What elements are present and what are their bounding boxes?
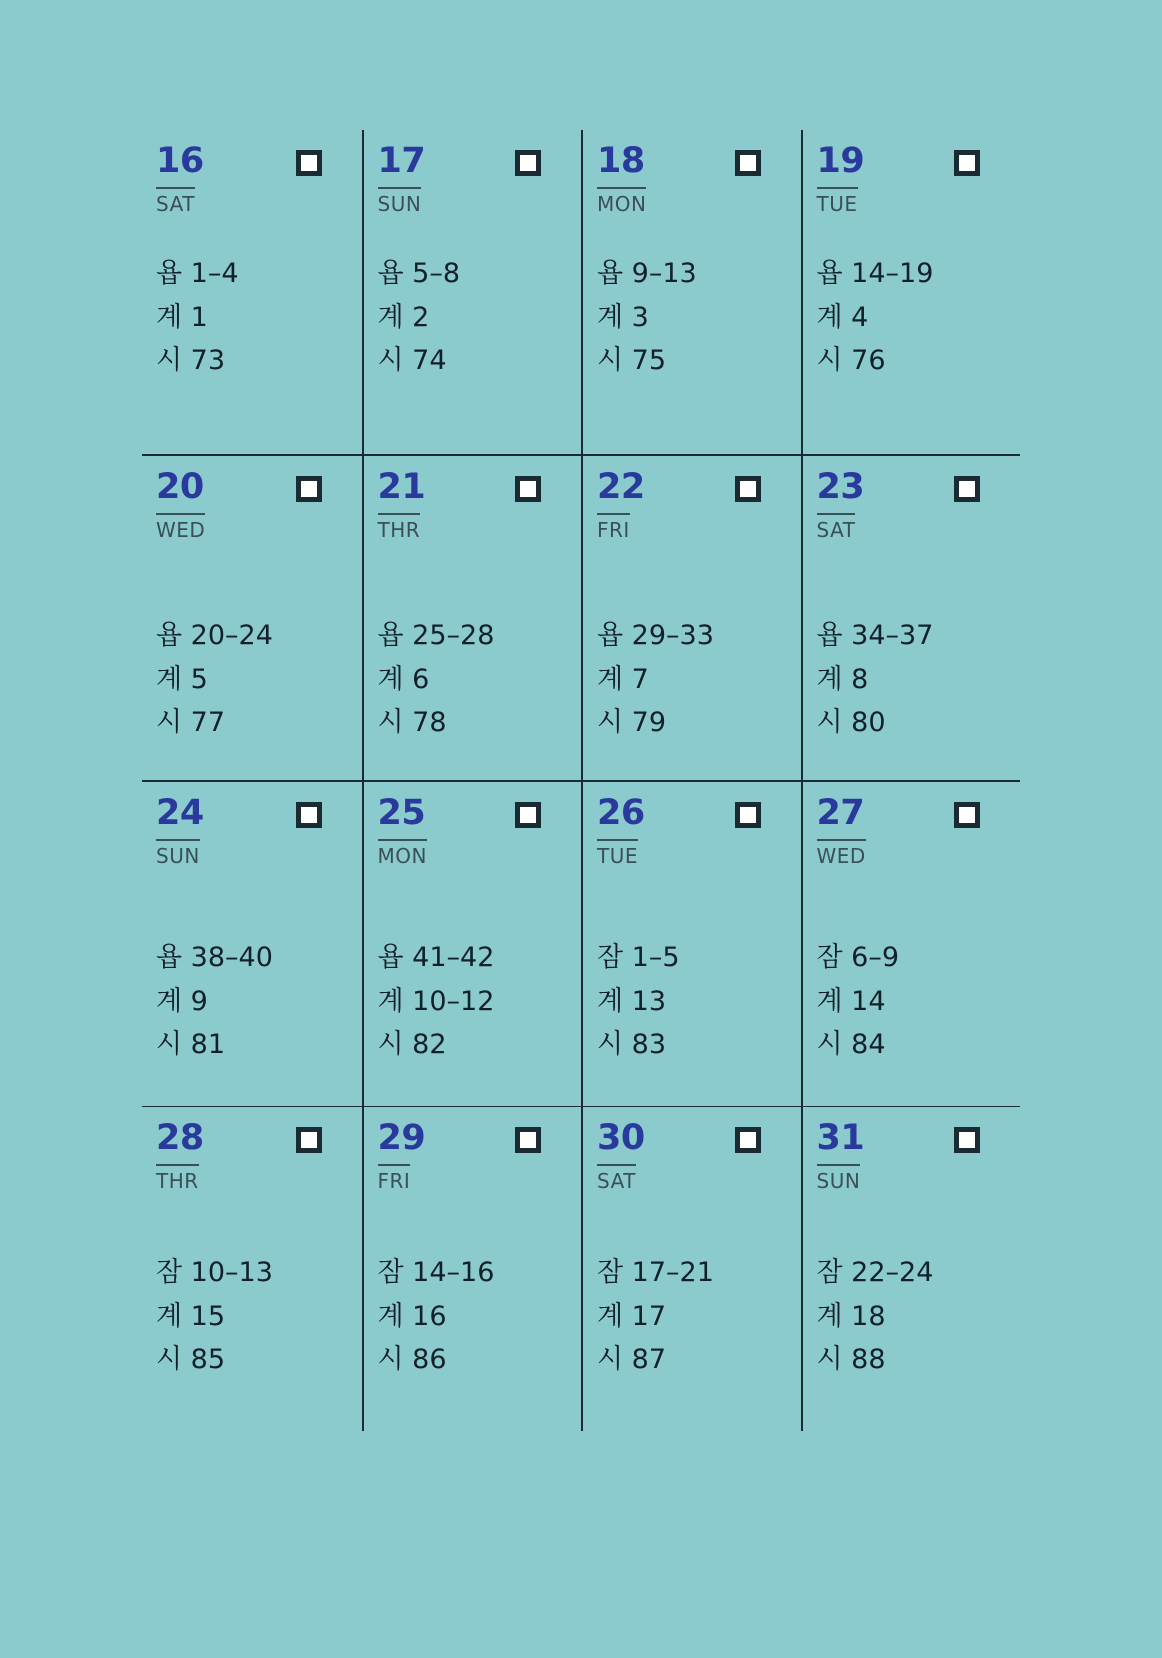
reading-list <box>378 252 582 383</box>
day-number: 31 <box>816 1118 865 1158</box>
day-number: 22 <box>597 467 645 507</box>
day-cell[interactable] <box>142 782 362 1106</box>
day-of-week: WED <box>156 513 205 542</box>
reading-line: 계 8 <box>816 663 869 695</box>
reading-line: 계 16 <box>377 1300 447 1332</box>
day-number: 30 <box>597 1118 645 1158</box>
reading-list <box>378 614 582 745</box>
reading-line: 시 87 <box>597 1344 667 1376</box>
day-cell[interactable] <box>581 130 801 454</box>
reading-list <box>597 252 801 383</box>
reading-list <box>817 614 1021 745</box>
reading-line: 계 5 <box>156 663 208 695</box>
reading-line: 시 76 <box>816 345 886 377</box>
reading-line: 시 83 <box>597 1029 667 1061</box>
day-cell[interactable] <box>581 1107 801 1431</box>
reading-list <box>597 614 801 745</box>
reading-line: 잠 22–24 <box>816 1257 934 1288</box>
unchecked-checkbox[interactable] <box>515 802 541 828</box>
reading-line: 시 78 <box>377 707 447 739</box>
day-number: 19 <box>816 141 865 181</box>
reading-line: 계 4 <box>816 301 869 333</box>
reading-line: 계 18 <box>816 1300 886 1332</box>
calendar-week-row <box>142 454 1020 780</box>
day-of-week: THR <box>156 1164 199 1193</box>
reading-line: 욥 38–40 <box>156 942 273 973</box>
day-number: 27 <box>816 793 865 833</box>
day-cell[interactable] <box>801 130 1021 454</box>
calendar-week-row <box>142 1106 1020 1431</box>
day-number: 20 <box>156 467 204 507</box>
day-cell[interactable] <box>362 456 582 780</box>
reading-list <box>156 252 362 383</box>
unchecked-checkbox[interactable] <box>515 1127 541 1153</box>
reading-line: 욥 25–28 <box>377 620 495 651</box>
day-number: 24 <box>156 793 204 833</box>
unchecked-checkbox[interactable] <box>735 1127 761 1153</box>
reading-list <box>817 252 1021 383</box>
reading-line: 시 73 <box>156 345 226 377</box>
reading-list <box>156 614 362 745</box>
reading-list <box>156 936 362 1067</box>
day-of-week: WED <box>817 839 866 868</box>
reading-line: 계 17 <box>597 1300 667 1332</box>
reading-line: 계 9 <box>156 985 208 1017</box>
reading-line: 시 88 <box>816 1344 886 1376</box>
unchecked-checkbox[interactable] <box>954 802 980 828</box>
day-number: 25 <box>377 793 426 833</box>
day-number: 16 <box>156 141 204 181</box>
reading-line: 잠 14–16 <box>377 1257 495 1288</box>
reading-list <box>817 1251 1021 1382</box>
day-number: 28 <box>156 1118 204 1158</box>
unchecked-checkbox[interactable] <box>515 476 541 502</box>
unchecked-checkbox[interactable] <box>735 476 761 502</box>
day-cell[interactable] <box>362 1107 582 1431</box>
unchecked-checkbox[interactable] <box>954 476 980 502</box>
day-cell[interactable] <box>142 456 362 780</box>
reading-line: 욥 34–37 <box>816 620 934 651</box>
reading-line: 잠 1–5 <box>597 942 680 973</box>
reading-list <box>597 1251 801 1382</box>
reading-line: 욥 14–19 <box>816 258 934 289</box>
reading-line: 욥 20–24 <box>156 620 273 651</box>
unchecked-checkbox[interactable] <box>735 802 761 828</box>
reading-list <box>378 936 582 1067</box>
reading-list <box>156 1251 362 1382</box>
day-of-week: TUE <box>597 839 638 868</box>
day-cell[interactable] <box>801 782 1021 1106</box>
reading-line: 잠 6–9 <box>816 942 900 973</box>
reading-line: 시 79 <box>597 707 667 739</box>
reading-line: 시 85 <box>156 1344 226 1376</box>
reading-line: 시 81 <box>156 1029 226 1061</box>
reading-line: 욥 5–8 <box>377 258 461 289</box>
reading-line: 시 82 <box>377 1029 447 1061</box>
day-number: 26 <box>597 793 645 833</box>
reading-line: 계 14 <box>816 985 886 1017</box>
reading-line: 시 77 <box>156 707 226 739</box>
unchecked-checkbox[interactable] <box>515 150 541 176</box>
day-cell[interactable] <box>581 782 801 1106</box>
day-of-week: MON <box>597 187 646 216</box>
reading-line: 욥 9–13 <box>597 258 697 289</box>
reading-list <box>597 936 801 1067</box>
reading-list <box>378 1251 582 1382</box>
reading-line: 계 3 <box>597 301 649 333</box>
reading-line: 계 10–12 <box>377 985 495 1017</box>
reading-line: 시 75 <box>597 345 667 377</box>
reading-line: 잠 17–21 <box>597 1257 714 1288</box>
reading-line: 계 15 <box>156 1300 226 1332</box>
unchecked-checkbox[interactable] <box>296 150 322 176</box>
day-number: 23 <box>816 467 865 507</box>
day-number: 29 <box>377 1118 426 1158</box>
reading-line: 잠 10–13 <box>156 1257 273 1288</box>
day-number: 18 <box>597 141 645 181</box>
day-of-week: FRI <box>378 1164 411 1193</box>
reading-line: 계 7 <box>597 663 649 695</box>
day-of-week: FRI <box>597 513 630 542</box>
reading-line: 시 74 <box>377 345 447 377</box>
day-cell[interactable] <box>362 782 582 1106</box>
reading-list <box>817 936 1021 1067</box>
reading-line: 욥 1–4 <box>156 258 239 289</box>
unchecked-checkbox[interactable] <box>954 1127 980 1153</box>
reading-line: 계 6 <box>377 663 430 695</box>
reading-line: 계 2 <box>377 301 430 333</box>
reading-line: 욥 29–33 <box>597 620 714 651</box>
day-cell[interactable] <box>801 456 1021 780</box>
reading-line: 욥 41–42 <box>377 942 495 973</box>
day-number: 21 <box>377 467 426 507</box>
reading-line: 시 80 <box>816 707 886 739</box>
unchecked-checkbox[interactable] <box>296 1127 322 1153</box>
day-cell[interactable] <box>142 130 362 454</box>
reading-line: 계 1 <box>156 301 208 333</box>
reading-line: 계 13 <box>597 985 667 1017</box>
day-cell[interactable] <box>581 456 801 780</box>
unchecked-checkbox[interactable] <box>296 802 322 828</box>
day-of-week: SUN <box>378 187 422 216</box>
day-number: 17 <box>377 141 426 181</box>
day-of-week: MON <box>378 839 427 868</box>
day-cell[interactable] <box>801 1107 1021 1431</box>
calendar-week-row <box>142 130 1020 454</box>
reading-line: 시 86 <box>377 1344 447 1376</box>
day-of-week: SUN <box>817 1164 861 1193</box>
day-of-week: SAT <box>817 513 856 542</box>
unchecked-checkbox[interactable] <box>296 476 322 502</box>
unchecked-checkbox[interactable] <box>954 150 980 176</box>
day-cell[interactable] <box>142 1107 362 1431</box>
calendar-grid <box>142 130 1020 1431</box>
calendar-week-row <box>142 780 1020 1106</box>
day-of-week: SAT <box>597 1164 636 1193</box>
day-of-week: THR <box>378 513 421 542</box>
unchecked-checkbox[interactable] <box>735 150 761 176</box>
day-of-week: TUE <box>817 187 858 216</box>
day-of-week: SAT <box>156 187 195 216</box>
day-cell[interactable] <box>362 130 582 454</box>
day-of-week: SUN <box>156 839 200 868</box>
reading-line: 시 84 <box>816 1029 886 1061</box>
